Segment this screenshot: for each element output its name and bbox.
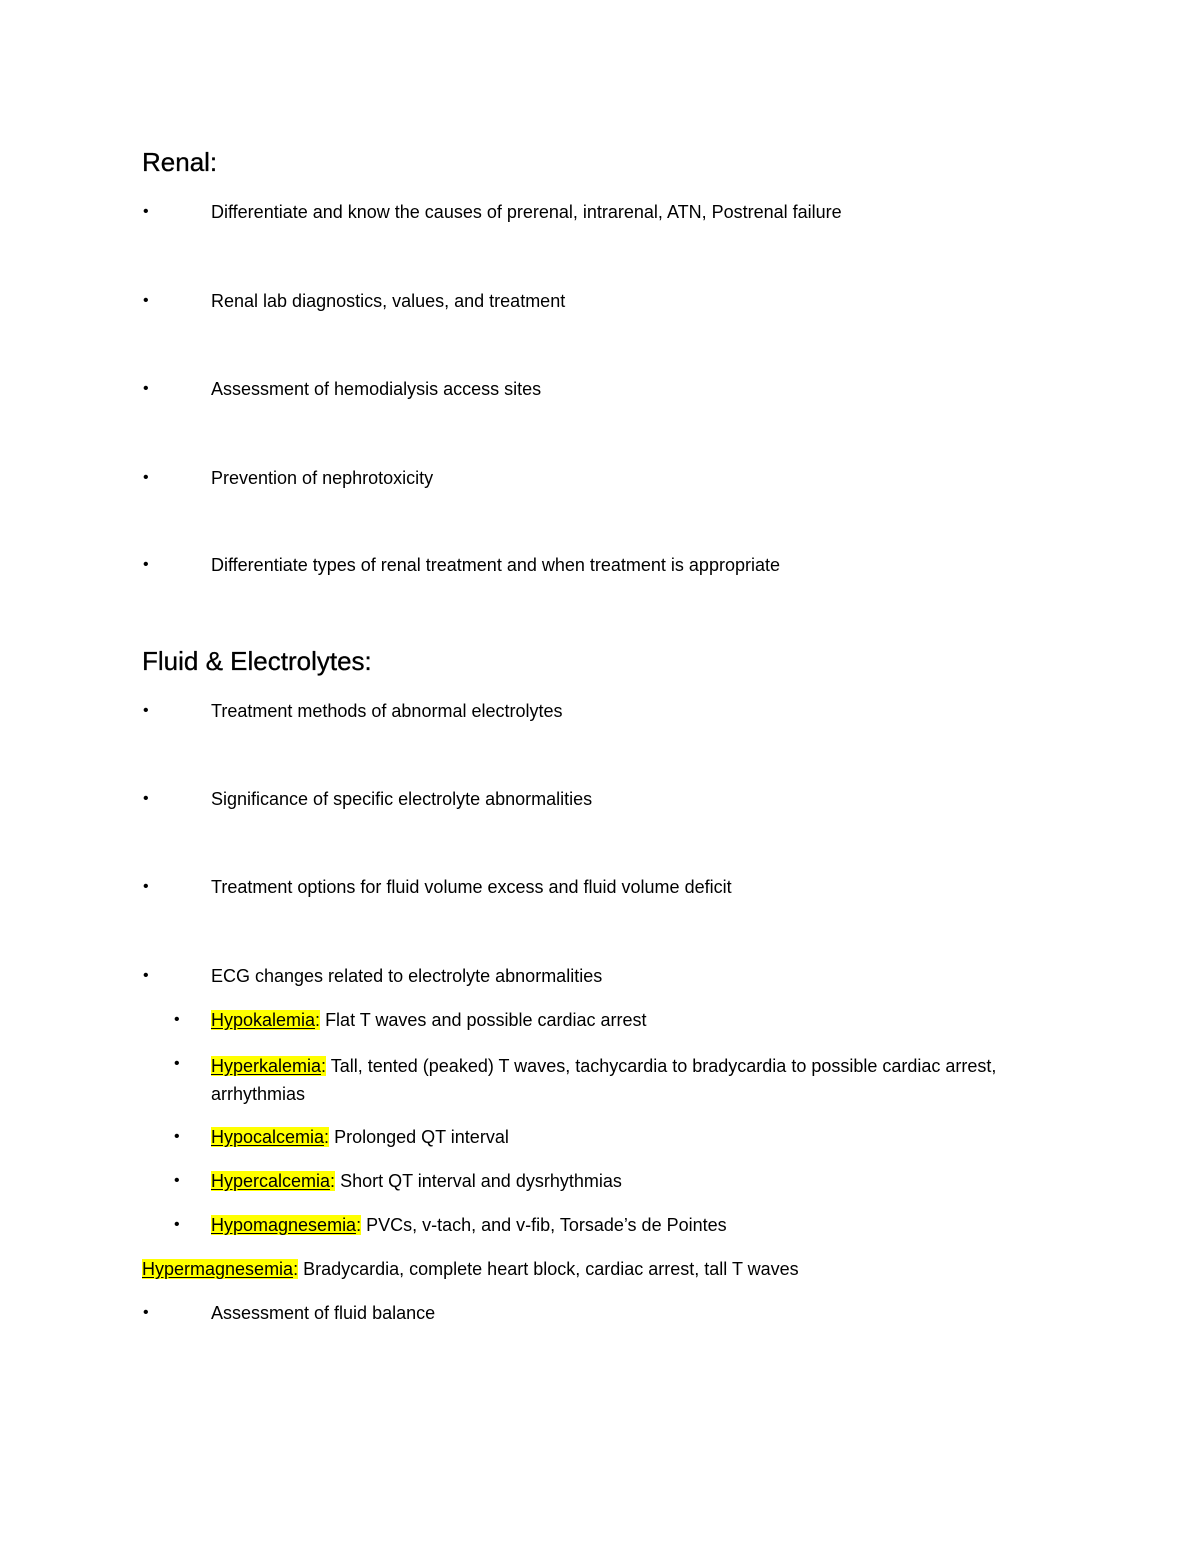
bullet-icon: • <box>143 878 149 895</box>
bullet-icon: • <box>174 1172 180 1189</box>
list-item-text: Assessment of fluid balance <box>211 1303 436 1323</box>
term-description: Tall, tented (peaked) T waves, tachycardia to bradycardia to possible cardiac arrest, arrhythmias <box>211 1056 997 1104</box>
bullet-icon: • <box>143 469 149 486</box>
list-item-text: Differentiate types of renal treatment and when treatment is appropriate <box>211 555 780 575</box>
highlighted-colon: : <box>356 1215 362 1235</box>
sub-list-item-text <box>211 1213 1021 1237</box>
highlighted-colon: : <box>321 1056 327 1076</box>
list-item-text: Assessment of hemodialysis access sites <box>211 379 542 399</box>
highlighted-term: Hyperkalemia <box>211 1056 322 1076</box>
list-item-text: Significance of specific electrolyte abnormalities <box>211 789 593 809</box>
list-item-text: Treatment methods of abnormal electrolytes <box>211 701 563 721</box>
highlighted-colon: : <box>324 1127 330 1147</box>
highlighted-term: Hypocalcemia <box>211 1127 325 1147</box>
highlighted-colon: : <box>293 1259 299 1279</box>
list-item-text: ECG changes related to electrolyte abnormalities <box>211 966 603 986</box>
bullet-icon: • <box>143 556 149 573</box>
term-description: PVCs, v-tach, and v-fib, Torsade’s de Pointes <box>361 1215 727 1235</box>
section-heading-fluid-electrolytes: Fluid & Electrolytes: <box>142 646 372 676</box>
section-heading-renal: Renal: <box>142 147 218 177</box>
bullet-icon: • <box>143 380 149 397</box>
bullet-icon: • <box>174 1216 180 1233</box>
list-item-text: Treatment options for fluid volume excess and fluid volume deficit <box>211 877 732 897</box>
bullet-icon: • <box>174 1055 180 1072</box>
list-item-text: Prevention of nephrotoxicity <box>211 468 434 488</box>
term-description: Prolonged QT interval <box>329 1127 509 1147</box>
sub-list-item-text <box>211 1008 1021 1032</box>
term-description: Flat T waves and possible cardiac arrest <box>320 1010 647 1030</box>
bullet-icon: • <box>143 203 149 220</box>
bullet-icon: • <box>143 1304 149 1321</box>
highlighted-term: Hypermagnesemia <box>142 1259 294 1279</box>
bullet-icon: • <box>143 702 149 719</box>
term-description: Bradycardia, complete heart block, cardiac arrest, tall T waves <box>298 1259 799 1279</box>
sub-list-item-text <box>211 1125 1021 1149</box>
term-description: Short QT interval and dysrhythmias <box>335 1171 622 1191</box>
highlighted-term: Hypokalemia <box>211 1010 316 1030</box>
list-item-text: Differentiate and know the causes of prerenal, intrarenal, ATN, Postrenal failure <box>211 202 842 222</box>
bullet-icon: • <box>143 967 149 984</box>
bullet-icon: • <box>174 1128 180 1145</box>
highlighted-colon: : <box>315 1010 321 1030</box>
highlighted-term: Hypercalcemia <box>211 1171 331 1191</box>
bullet-icon: • <box>143 790 149 807</box>
sub-list-item-text <box>211 1169 1021 1193</box>
list-item-text: Renal lab diagnostics, values, and treatment <box>211 291 566 311</box>
sub-list-item-text <box>211 1052 1021 1108</box>
highlighted-colon: : <box>330 1171 336 1191</box>
bullet-icon: • <box>143 292 149 309</box>
highlighted-term: Hypomagnesemia <box>211 1215 357 1235</box>
bullet-icon: • <box>174 1011 180 1028</box>
paragraph-text <box>142 1257 799 1281</box>
